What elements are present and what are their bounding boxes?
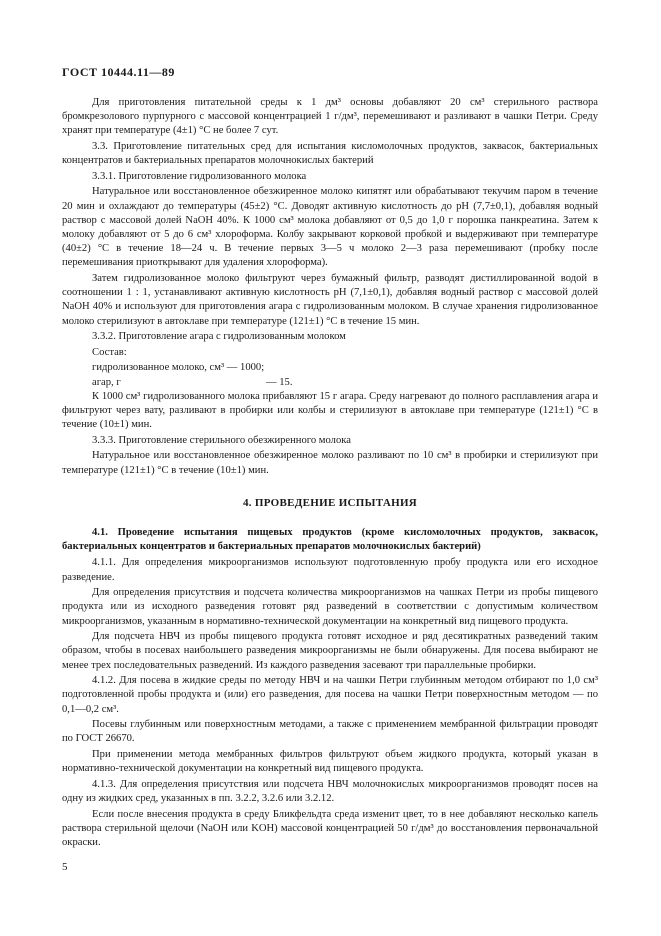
composition-label: Состав:	[92, 346, 127, 358]
composition-item: агар, г	[92, 376, 121, 388]
paragraph: 4.1.1. Для определения микроорганизмов используют подготовленную пробу продукта или его исходное разведение.	[62, 557, 598, 583]
paragraph: Для приготовления питательной среды к 1 дм³ основы добавляют 20 см³ стерильного раствора бромкрезолового пурпурного с массовой концентрацией 1 г/дм³, перемешивают и разливают в чашки Петри. Среду хранят при температуре (4±1) °С не более 7 сут.	[62, 97, 598, 137]
section-subheading: 4.1. Проведение испытания пищевых продуктов (кроме кисломолочных продуктов, заквасок, бактериальных концентратов и бактериальных препаратов молочнокислых бактерий)	[62, 527, 598, 553]
page-number: 5	[62, 861, 68, 873]
paragraph: Натуральное или восстановленное обезжиренное молоко разливают по 10 см³ в пробирки и стерилизуют при температуре (121±1) °С в течение (10±1) мин.	[62, 450, 598, 476]
paragraph: 3.3. Приготовление питательных сред для испытания кисломолочных продуктов, заквасок, бактериальных концентратов и бактериальных препаратов молочнокислых бактерий	[62, 141, 598, 167]
paragraph: При применении метода мембранных фильтров фильтруют объем жидкого продукта, который указан в нормативно-технической документации на конкретный вид пищевого продукта.	[62, 749, 598, 775]
paragraph: 4.1.2. Для посева в жидкие среды по методу НВЧ и на чашки Петри глубинным методом отбирают по 1,0 см³ подготовленной пробы продукта и (или) его разведения, для посева на чашки Петри поверхностным методом — по 0,1—0,2 см³.	[62, 675, 598, 715]
paragraph: Для определения присутствия и подсчета количества микроорганизмов на чашках Петри из пробы пищевого продукта или из исходного разведения готовят ряд разведений в соответствии с допустимым количеством микроорганизмов, указанным в нормативно-технической документации на конкретный вид пищевого продукта.	[62, 587, 598, 627]
composition-value: — 15.	[266, 376, 293, 388]
paragraph: Для подсчета НВЧ из пробы пищевого продукта готовят исходное и ряд десятикратных разведений таким образом, чтобы в посевах наибольшего разведения микроорганизмы не были обнаружены. Для посева выбирают не менее трех последовательных разведений. Из каждого разведения засевают три параллельные пробирки.	[62, 631, 598, 671]
subsection-heading: 3.3.2. Приготовление агара с гидролизованным молоком	[92, 331, 346, 343]
standard-header: ГОСТ 10444.11—89	[62, 65, 175, 79]
paragraph: Посевы глубинным или поверхностным методами, а также с применением мембранной фильтрации проводят по ГОСТ 26670.	[62, 719, 598, 745]
subsection-heading: 3.3.3. Приготовление стерильного обезжиренного молока	[92, 434, 351, 446]
paragraph: Натуральное или восстановленное обезжиренное молоко кипятят или обрабатывают текучим паром в течение 20 мин и охлаждают до температуры (45±2) °С. Доводят активную кислотность до pH (7,7±0,1), добавляя водный раствор с массовой долей NaOH 40%. К 1000 см³ молока добавляют от 0,5 до 1,0 г порошка панкреатина. Затем к молоку добавляют от 5 до 6 см³ хлороформа. Колбу закрывают корковой пробкой и выдерживают при температуре (40±2) °С в течение 18—24 ч. В течение первых 3—5 ч молоко 2—3 раза перемешивают (пробку после перемешивания приоткрывают для удаления хлороформа).	[62, 186, 598, 269]
composition-row	[62, 376, 598, 390]
paragraph: К 1000 см³ гидролизованного молока прибавляют 15 г агара. Среду нагревают до полного расплавления агара и фильтруют через вату, разливают в пробирки или колбы и стерилизуют в автоклаве при температуре (121±1) °С в течение (10±1) мин.	[62, 390, 598, 431]
section-title: 4. ПРОВЕДЕНИЕ ИСПЫТАНИЯ	[242, 496, 418, 509]
composition-item: гидролизованное молоко, см³ — 1000;	[92, 362, 265, 374]
page-body	[62, 96, 598, 852]
subsection-heading: 3.3.1. Приготовление гидролизованного молока	[92, 170, 307, 182]
paragraph: Если после внесения продукта в среду Бликфельдта среда изменит цвет, то в нее добавляют несколько капель раствора стерильной щелочи (NaOH или KOH) массовой концентрацией 50 г/дм³ до восстановления первоначальной окраски.	[62, 808, 598, 848]
paragraph: Затем гидролизованное молоко фильтруют через бумажный фильтр, разводят дистиллированной водой в соотношении 1 : 1, устанавливают активную кислотность pH (7,1±0,1), добавляя водный раствор с массовой долей NaOH 40% и используют для приготовления агара с гидролизованным молоком. В случае хранения гидролизованное молоко стерилизуют в автоклаве при температуре (121±1) °С в течение 15 мин.	[62, 273, 598, 327]
composition-row	[62, 361, 598, 375]
paragraph: 4.1.3. Для определения присутствия или подсчета НВЧ молочнокислых микроорганизмов проводят посев на одну из жидких сред, указанных в пп. 3.2.2, 3.2.6 или 3.2.12.	[62, 778, 598, 804]
